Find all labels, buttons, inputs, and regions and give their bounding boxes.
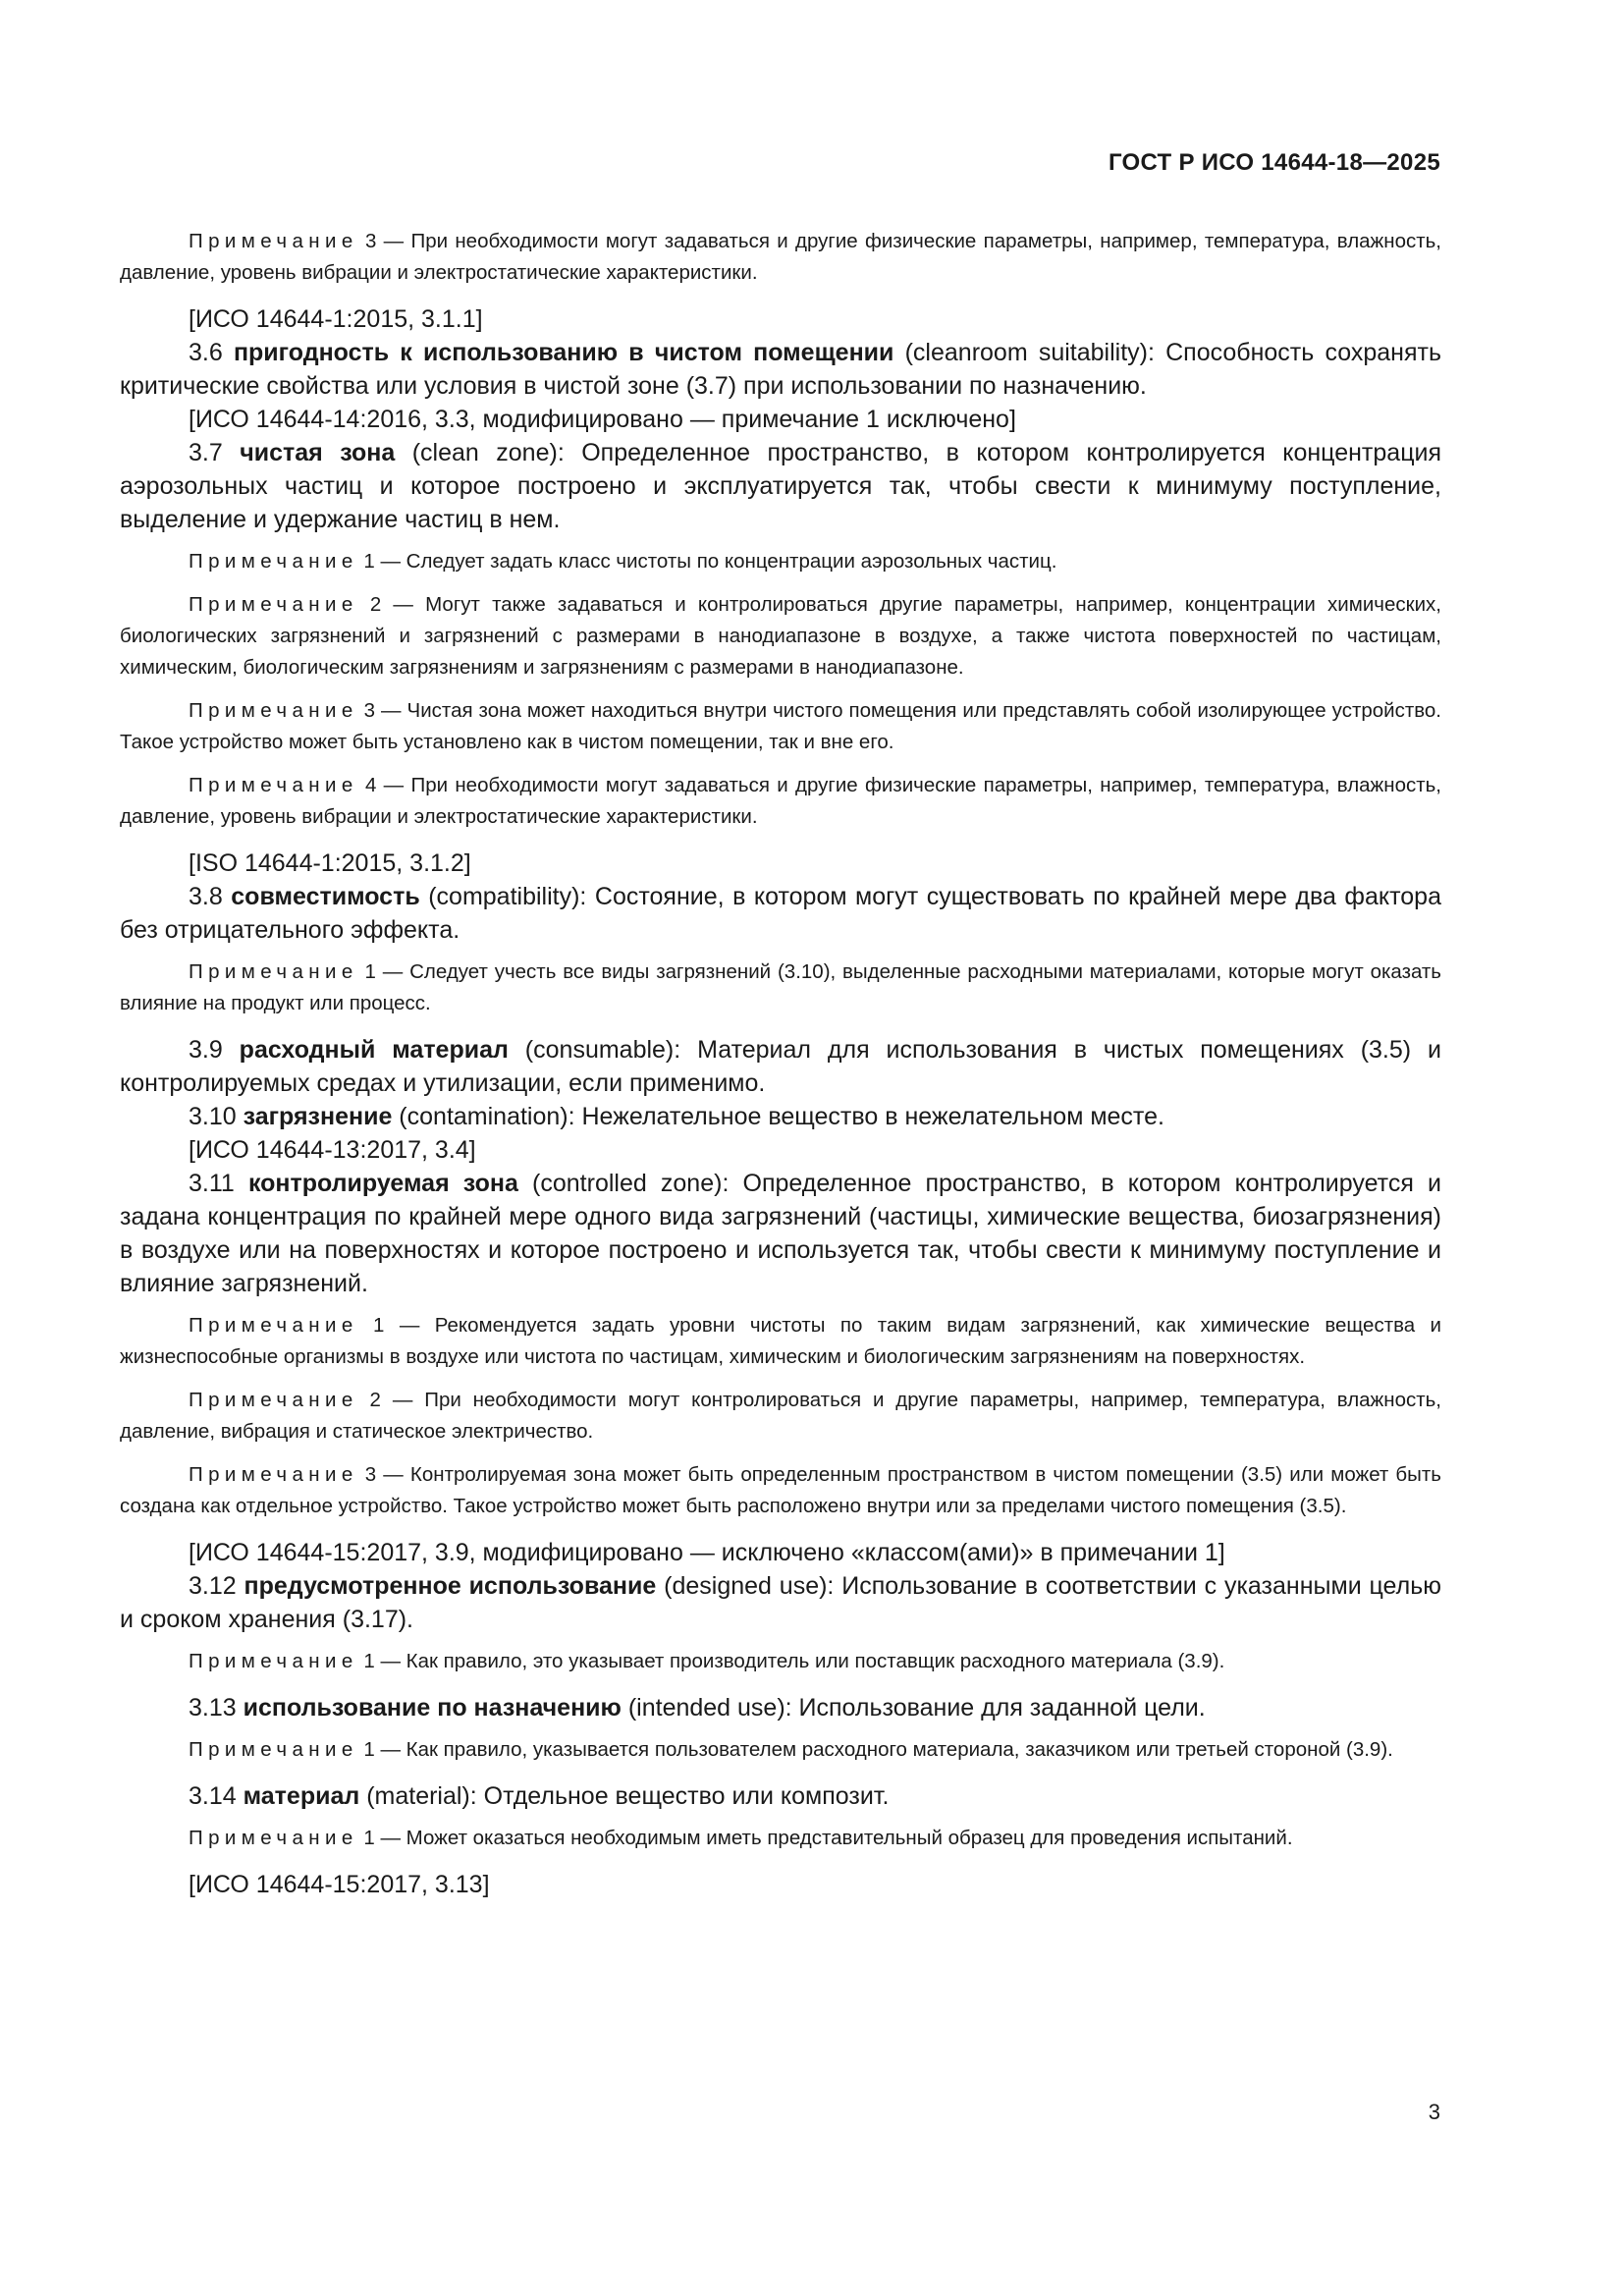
term-text: (intended use): Использование для заданной цели. <box>621 1694 1206 1722</box>
term-definition <box>120 1569 1441 1636</box>
source-reference: [ИСО 14644-15:2017, 3.9, модифицировано — исключено «классом(ами)» в примечании 1] <box>189 1539 1225 1566</box>
note <box>120 1646 1441 1677</box>
term-name: контролируемая зона <box>247 1170 518 1197</box>
term-definition <box>120 1033 1441 1100</box>
term-text: (material): Отдельное вещество или композит. <box>359 1782 890 1810</box>
note-label: Примечание <box>189 1463 358 1486</box>
note-text: — Следует задать класс чистоты по концентрации аэрозольных частиц. <box>374 550 1057 573</box>
term-number: 3.10 <box>189 1103 243 1130</box>
note-text: — При необходимости могут контролироваться и другие параметры, например, температура, влажность, давление, вибрация и статическое электричество. <box>120 1389 1442 1443</box>
source-reference: [ИСО 14644-13:2017, 3.4] <box>189 1136 476 1164</box>
term-name: материал <box>243 1782 360 1810</box>
note-text: — Рекомендуется задать уровни чистоты по таким видам загрязнений, как химические вещества и жизнеспособные организмы в воздухе или чистота по частицам, химическим и биологическим загрязнениям на поверхностях. <box>120 1314 1441 1368</box>
term-text: (controlled zone): Определенное пространство, в котором контролируется и задана концентрация по крайней мере одного вида загрязнений (частицы, химические вещества, биозагрязнения) в воздухе или на поверхностях и которое построено и используется так, чтобы свести к минимуму поступление и влияние загрязнений. <box>120 1170 1441 1297</box>
note-number: 1 <box>363 1650 375 1672</box>
term-name: загрязнение <box>243 1103 393 1130</box>
term-text: (contamination): Нежелательное вещество в нежелательном месте. <box>392 1103 1164 1130</box>
note <box>120 1459 1441 1522</box>
note-number: 1 <box>363 1738 375 1761</box>
note-number: 3 <box>364 230 377 252</box>
note-text: — Контролируемая зона может быть определенным пространством в чистом помещении (3.5) или может быть создана как отдельное устройство. Такое устройство может быть расположено внутри или за пределами чистого помещения (3.5). <box>120 1463 1441 1517</box>
term-text: (designed use): Использование в соответствии с указанными целью и сроком хранения (3.17). <box>120 1572 1441 1633</box>
note-label: Примечание <box>189 699 358 722</box>
note-label: Примечание <box>189 593 358 616</box>
note <box>120 1385 1441 1448</box>
term-name: использование по назначению <box>243 1694 622 1722</box>
term-definition <box>120 880 1441 947</box>
note <box>120 1310 1441 1373</box>
note-text: — Как правило, указывается пользователем расходного материала, заказчиком или третьей стороной (3.9). <box>374 1738 1393 1761</box>
note-label: Примечание <box>189 1650 358 1672</box>
source-reference: [ISO 14644-1:2015, 3.1.2] <box>189 849 471 877</box>
term-definition <box>120 436 1441 536</box>
note <box>120 226 1441 289</box>
note <box>120 1823 1441 1854</box>
note-number: 3 <box>363 699 376 722</box>
term-number: 3.8 <box>189 883 232 910</box>
note-label: Примечание <box>189 550 358 573</box>
note-label: Примечание <box>189 1738 358 1761</box>
term-definition <box>120 1100 1441 1133</box>
note-number: 1 <box>363 550 375 573</box>
term-name: расходный материал <box>239 1036 509 1064</box>
term-text: (cleanroom suitability): Способность сохранять критические свойства или условия в чистой зоне (3.7) при использовании по назначению. <box>120 339 1441 400</box>
note-text: — Могут также задаваться и контролироваться другие параметры, например, концентрации химических, биологических загрязнений и загрязнений с размерами в нанодиапазоне в воздухе, а также чистота поверхностей по частицам, химическим, биологическим загрязнениям и загрязнениям с размерами в нанодиапазоне. <box>120 593 1441 679</box>
note-text: — Может оказаться необходимым иметь представительный образец для проведения испытаний. <box>374 1827 1293 1849</box>
note-label: Примечание <box>189 1389 358 1411</box>
note-number: 1 <box>363 1827 375 1849</box>
note-label: Примечание <box>189 774 358 796</box>
note-label: Примечание <box>189 230 358 252</box>
term-definition <box>120 1167 1441 1300</box>
note-text: — Следует учесть все виды загрязнений (3.10), выделенные расходными материалами, которые могут оказать влияние на продукт или процесс. <box>120 960 1441 1014</box>
term-number: 3.11 <box>189 1170 248 1197</box>
source-reference: [ИСО 14644-14:2016, 3.3, модифицировано — примечание 1 исключено] <box>189 406 1016 433</box>
term-definition <box>120 1779 1441 1813</box>
term-name: предусмотренное использование <box>243 1572 657 1600</box>
document-body <box>120 226 1441 1901</box>
note-number: 4 <box>364 774 377 796</box>
term-number: 3.14 <box>189 1782 243 1810</box>
term-definition <box>120 1691 1441 1724</box>
note-number: 1 <box>373 1314 385 1337</box>
note <box>120 589 1441 683</box>
note <box>120 1734 1441 1766</box>
note <box>120 957 1441 1019</box>
note-number: 3 <box>364 1463 377 1486</box>
term-text: (consumable): Материал для использования в чистых помещениях (3.5) и контролируемых средах и утилизации, если применимо. <box>120 1036 1441 1097</box>
note <box>120 546 1441 577</box>
note-number: 2 <box>369 593 382 616</box>
note-text: — При необходимости могут задаваться и другие физические параметры, например, температура, влажность, давление, уровень вибрации и электростатические характеристики. <box>120 774 1442 828</box>
source-reference: [ИСО 14644-15:2017, 3.13] <box>189 1871 490 1898</box>
term-text: (clean zone): Определенное пространство, в котором контролируется концентрация аэрозольных частиц и которое построено и эксплуатируется так, чтобы свести к минимуму поступление, выделение и удержание частиц в нем. <box>120 439 1442 533</box>
note-label: Примечание <box>189 1314 358 1337</box>
term-name: чистая зона <box>240 439 396 466</box>
page-number: 3 <box>1428 2100 1440 2124</box>
term-name: пригодность к использованию в чистом помещении <box>233 339 894 366</box>
term-name: совместимость <box>231 883 420 910</box>
term-number: 3.7 <box>189 439 241 466</box>
note-text: — Как правило, это указывает производитель или поставщик расходного материала (3.9). <box>374 1650 1225 1672</box>
note-text: — При необходимости могут задаваться и другие физические параметры, например, температура, влажность, давление, уровень вибрации и электростатические характеристики. <box>120 230 1442 284</box>
note-number: 2 <box>369 1389 381 1411</box>
document-header: ГОСТ Р ИСО 14644-18—2025 <box>1108 149 1440 176</box>
note-label: Примечание <box>189 1827 358 1849</box>
term-number: 3.12 <box>189 1572 244 1600</box>
term-number: 3.9 <box>189 1036 240 1064</box>
term-text: (compatibility): Состояние, в котором могут существовать по крайней мере два фактора без отрицательного эффекта. <box>120 883 1441 944</box>
source-reference: [ИСО 14644-1:2015, 3.1.1] <box>189 305 483 333</box>
note <box>120 770 1441 833</box>
note-label: Примечание <box>189 960 358 983</box>
note-number: 1 <box>364 960 376 983</box>
term-number: 3.6 <box>189 339 234 366</box>
note <box>120 695 1441 758</box>
term-definition <box>120 336 1441 403</box>
note-text: — Чистая зона может находиться внутри чистого помещения или представлять собой изолирующее устройство. Такое устройство может быть установлено как в чистом помещении, так и вне его. <box>120 699 1441 753</box>
term-number: 3.13 <box>189 1694 243 1722</box>
